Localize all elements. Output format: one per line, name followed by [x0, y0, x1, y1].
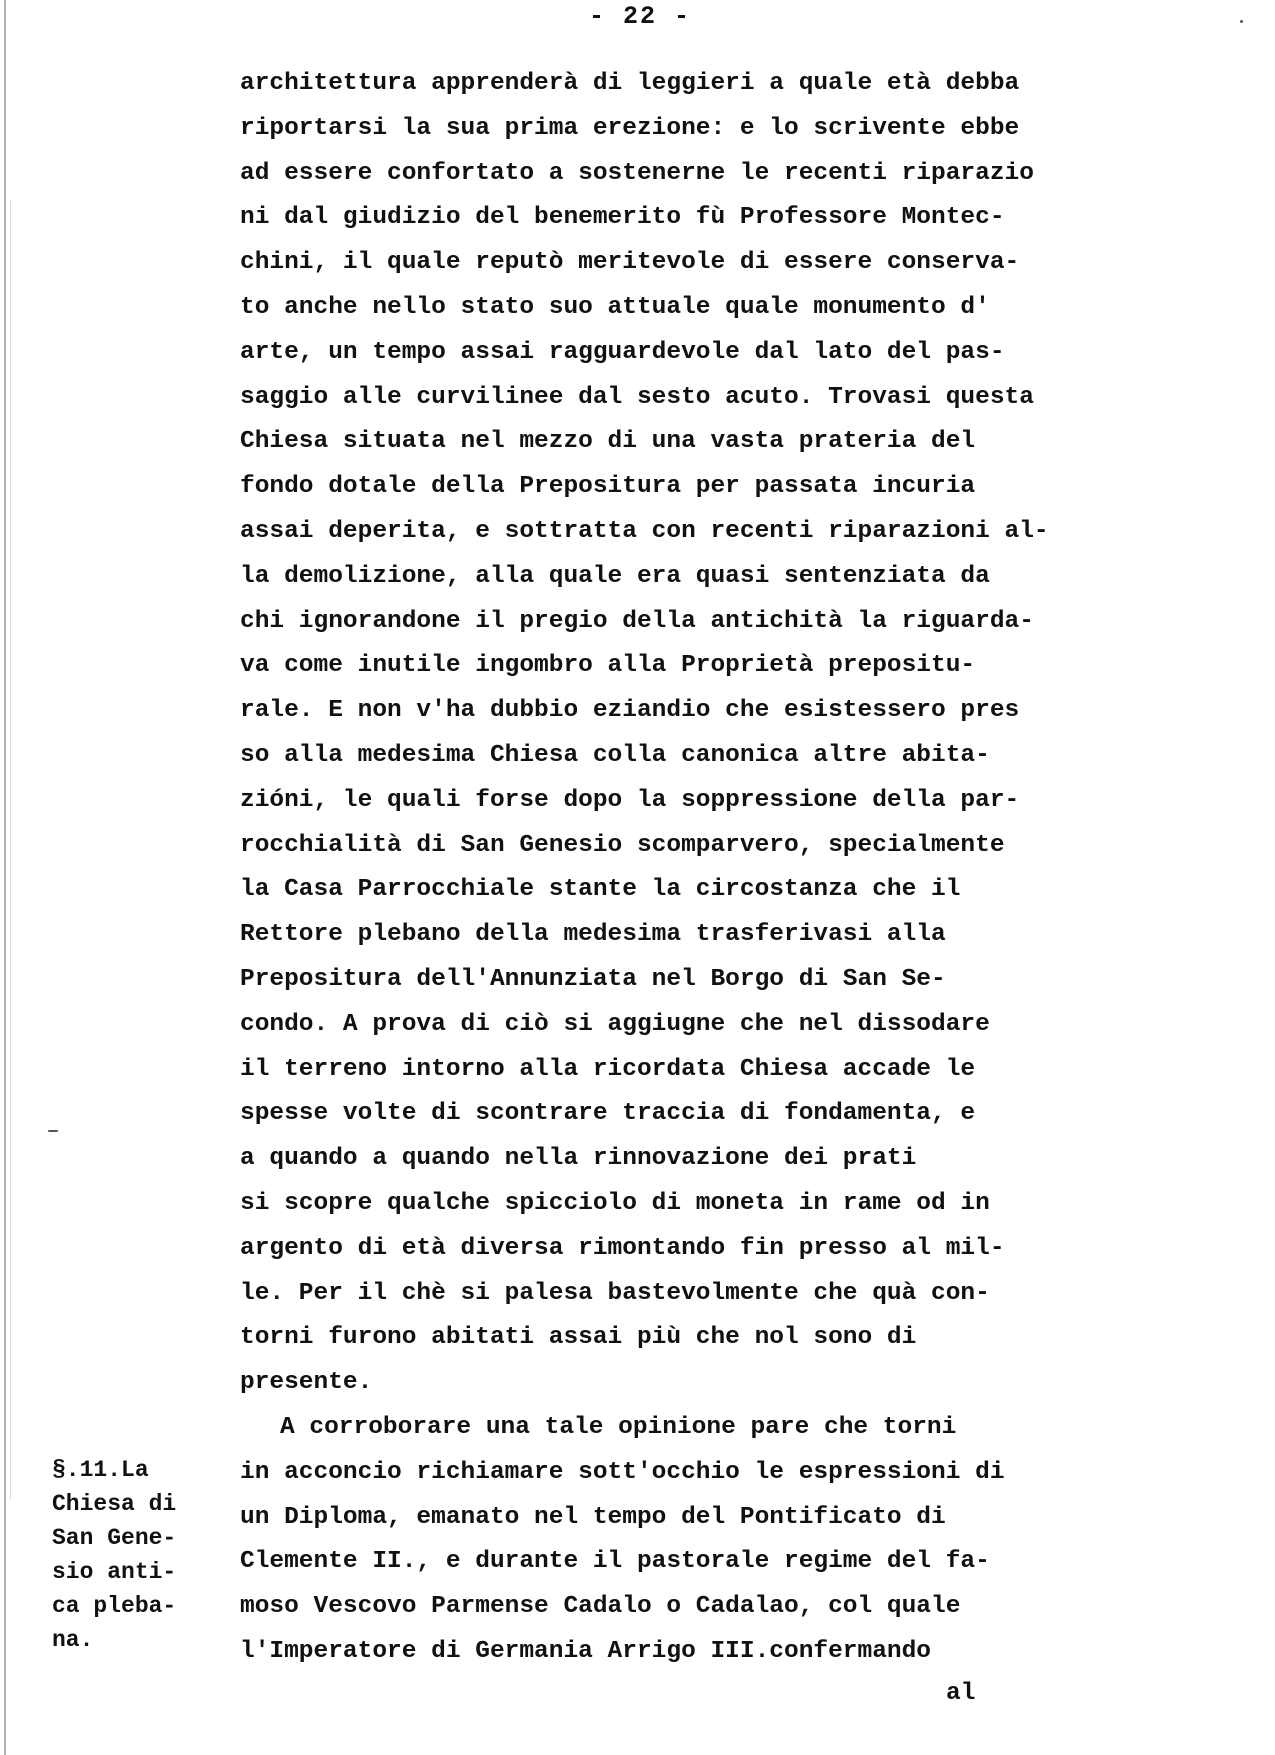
- text-line: arte, un tempo assai ragguardevole dal lato del pas-: [240, 338, 1005, 366]
- text-line: in acconcio richiamare sott'occhio le espressioni di: [240, 1458, 1005, 1486]
- text-line: presente.: [240, 1369, 373, 1397]
- text-line: la Casa Parrocchiale stante la circostanza che il: [240, 876, 961, 904]
- text-line: zióni, le quali forse dopo la soppressione della par-: [240, 786, 1020, 814]
- text-line: ad essere confortato a sostenerne le recenti riparazio: [240, 159, 1034, 187]
- main-text-block: [240, 62, 1140, 1675]
- text-line: a quando a quando nella rinnovazione dei prati: [240, 1145, 917, 1173]
- text-line: rocchialità di San Genesio scomparvero, specialmente: [240, 831, 1005, 859]
- margin-note-line: San Gene-: [52, 1525, 177, 1551]
- text-line: Clemente II., e durante il pastorale regime del fa-: [240, 1548, 990, 1576]
- scan-speck: [48, 1130, 58, 1132]
- text-line: rale. E non v'ha dubbio eziandio che esistessero pres: [240, 697, 1020, 725]
- text-line: Rettore plebano della medesima trasferivasi alla: [240, 921, 946, 949]
- text-line: so alla medesima Chiesa colla canonica altre abita-: [240, 741, 990, 769]
- text-line: si scopre qualche spicciolo di moneta in rame od in: [240, 1189, 990, 1217]
- page-edge-line: [4, 0, 6, 1755]
- text-line: la demolizione, alla quale era quasi sentenziata da: [240, 562, 990, 590]
- text-line: Chiesa situata nel mezzo di una vasta prateria del: [240, 428, 976, 456]
- text-line: un Diploma, emanato nel tempo del Pontificato di: [240, 1503, 946, 1531]
- page-edge-shadow: [10, 200, 11, 1500]
- margin-note-line: §.11.La: [52, 1457, 149, 1483]
- text-line: va come inutile ingombro alla Proprietà prepositu-: [240, 652, 976, 680]
- text-line: Prepositura dell'Annunziata nel Borgo di San Se-: [240, 965, 946, 993]
- page-number: - 22 -: [588, 2, 691, 31]
- paragraph-start-line: A corroborare una tale opinione pare che torni: [280, 1413, 957, 1441]
- catchword: al: [946, 1680, 976, 1707]
- text-line: argento di età diversa rimontando fin presso al mil-: [240, 1234, 1005, 1262]
- margin-note-line: na.: [52, 1627, 94, 1653]
- text-line: chini, il quale reputò meritevole di essere conserva-: [240, 249, 1020, 277]
- scan-speck: [1240, 20, 1243, 23]
- text-line: condo. A prova di ciò si aggiugne che nel dissodare: [240, 1010, 990, 1038]
- text-line: to anche nello stato suo attuale quale monumento d': [240, 293, 990, 321]
- text-line: l'Imperatore di Germania Arrigo III.confermando: [240, 1637, 932, 1665]
- text-line: torni furono abitati assai più che nol sono di: [240, 1324, 917, 1352]
- text-line: le. Per il chè si palesa bastevolmente che quà con-: [240, 1279, 990, 1307]
- text-line: il terreno intorno alla ricordata Chiesa accade le: [240, 1055, 976, 1083]
- text-line: architettura apprenderà di leggieri a quale età debba: [240, 70, 1020, 97]
- text-line: riportarsi la sua prima erezione: e lo scrivente ebbe: [240, 114, 1020, 142]
- text-line: assai deperita, e sottratta con recenti riparazioni al-: [240, 517, 1049, 545]
- text-line: ni dal giudizio del benemerito fù Professore Montec-: [240, 204, 1005, 232]
- margin-note-line: Chiesa di: [52, 1491, 177, 1517]
- text-line: fondo dotale della Prepositura per passata incuria: [240, 473, 976, 501]
- text-line: spesse volte di scontrare traccia di fondamenta, e: [240, 1100, 976, 1128]
- margin-note: [52, 1453, 202, 1657]
- margin-note-line: ca pleba-: [52, 1593, 177, 1619]
- margin-note-line: sio anti-: [52, 1559, 177, 1585]
- text-line: moso Vescovo Parmense Cadalo o Cadalao, col quale: [240, 1593, 961, 1621]
- text-line: saggio alle curvilinee dal sesto acuto. Trovasi questa: [240, 383, 1034, 411]
- text-line: chi ignorandone il pregio della antichità la riguarda-: [240, 607, 1034, 635]
